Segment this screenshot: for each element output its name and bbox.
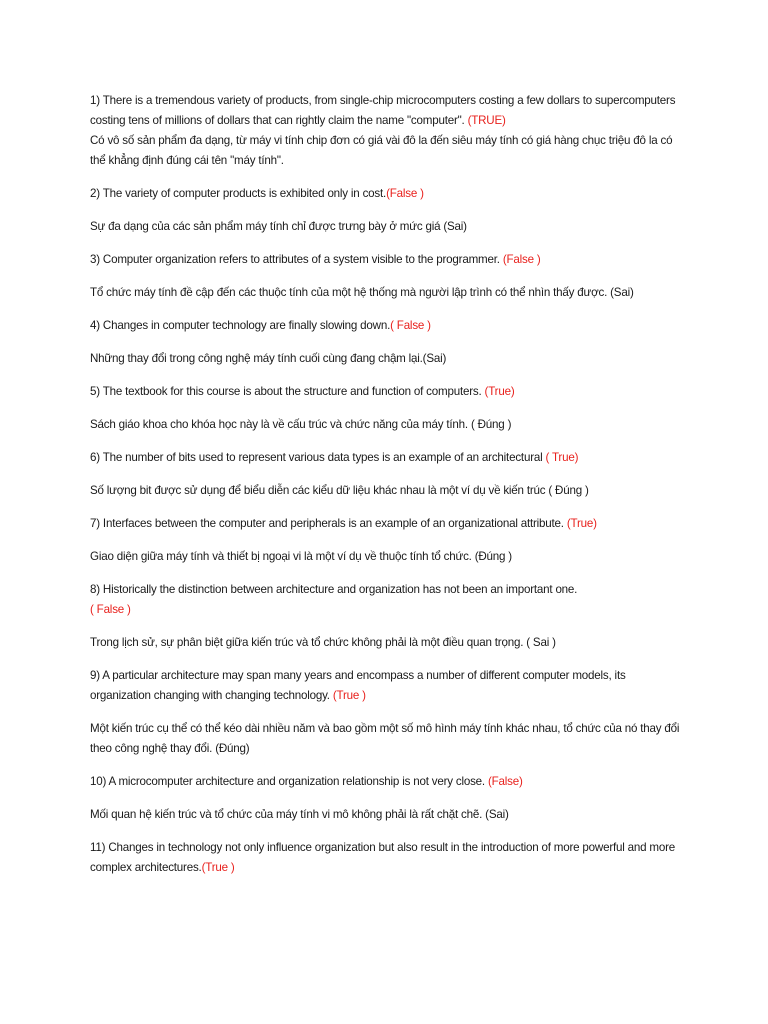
question-7-translation: Giao diện giữa máy tính và thiết bị ngoại vi là một ví dụ về thuộc tính tổ chức. (Đúng ) — [90, 550, 512, 563]
question-5-answer: (True) — [484, 385, 515, 398]
question-3-text: 3) Computer organization refers to attributes of a system visible to the programmer. — [90, 253, 503, 266]
question-11-text: 11) Changes in technology not only influence organization but also result in the introduction of more powerful and more complex architectures. — [90, 841, 676, 874]
question-3-answer: (False ) — [502, 253, 541, 266]
question-7-text: 7) Interfaces between the computer and peripherals is an example of an organizational attribute. — [90, 517, 567, 530]
question-4-answer: ( False ) — [390, 319, 431, 332]
question-8-translation: Trong lịch sử, sự phân biệt giữa kiến trúc và tổ chức không phải là một điều quan trọng. ( Sai ) — [90, 636, 556, 649]
question-11-answer: (True ) — [201, 861, 235, 874]
question-5-translation: Sách giáo khoa cho khóa học này là về cấu trúc và chức năng của máy tính. ( Đúng ) — [90, 418, 512, 431]
question-2-translation: Sự đa dạng của các sản phẩm máy tính chỉ được trưng bày ở mức giá (Sai) — [90, 220, 467, 233]
question-7-answer: (True) — [566, 517, 597, 530]
question-4-text: 4) Changes in computer technology are finally slowing down. — [90, 319, 391, 332]
question-1-answer: (TRUE) — [467, 114, 506, 127]
question-5-text: 5) The textbook for this course is about the structure and function of computers. — [90, 385, 485, 398]
question-10-answer: (False) — [487, 775, 523, 788]
question-4-translation: Những thay đổi trong công nghệ máy tính cuối cùng đang chậm lại.(Sai) — [90, 352, 447, 365]
question-1-translation: Có vô số sản phẩm đa dạng, từ máy vi tính chip đơn có giá vài đô la đến siêu máy tính có giá hàng chục triệu đô la có thể khẳng định đúng cái tên "máy tính". — [90, 134, 673, 167]
question-9 — [90, 666, 688, 706]
question-6-text: 6) The number of bits used to represent various data types is an example of an architectural — [90, 451, 546, 464]
question-2 — [90, 184, 688, 204]
question-1 — [90, 91, 688, 171]
question-6-answer: ( True) — [545, 451, 579, 464]
question-9-text: 9) A particular architecture may span many years and encompass a number of different computer models, its organization changing with changing technology. — [90, 669, 626, 702]
question-8-text: 8) Historically the distinction between architecture and organization has not been an important one. — [90, 583, 578, 596]
question-9-answer: (True ) — [332, 689, 366, 702]
question-8-answer: ( False ) — [90, 603, 131, 616]
question-10 — [90, 772, 688, 792]
question-10-text: 10) A microcomputer architecture and organization relationship is not very close. — [90, 775, 488, 788]
question-6-translation: Số lượng bit được sử dụng để biểu diễn các kiểu dữ liệu khác nhau là một ví dụ về kiến trúc ( Đúng ) — [90, 484, 589, 497]
question-5 — [90, 382, 688, 402]
question-3-translation: Tổ chức máy tính đề cập đến các thuộc tính của một hệ thống mà người lập trình có thể nhìn thấy được. (Sai) — [90, 286, 634, 299]
question-3 — [90, 250, 688, 270]
question-6 — [90, 448, 688, 468]
question-11 — [90, 838, 688, 878]
question-4 — [90, 316, 688, 336]
question-9-translation: Một kiến trúc cụ thể có thể kéo dài nhiều năm và bao gồm một số mô hình máy tính khác nhau, tổ chức của nó thay đổi theo công nghệ thay đổi. (Đúng) — [90, 722, 680, 755]
question-2-answer: (False ) — [386, 187, 424, 200]
question-1-text: 1) There is a tremendous variety of products, from single-chip microcomputers costing a few dollars to supercomputers costing tens of millions of dollars that can rightly claim the name "computer". — [90, 94, 676, 127]
question-2-text: 2) The variety of computer products is exhibited only in cost. — [90, 187, 387, 200]
question-10-translation: Mối quan hệ kiến trúc và tổ chức của máy tính vi mô không phải là rất chặt chẽ. (Sai) — [90, 808, 509, 821]
question-8 — [90, 580, 688, 620]
question-7 — [90, 514, 688, 534]
